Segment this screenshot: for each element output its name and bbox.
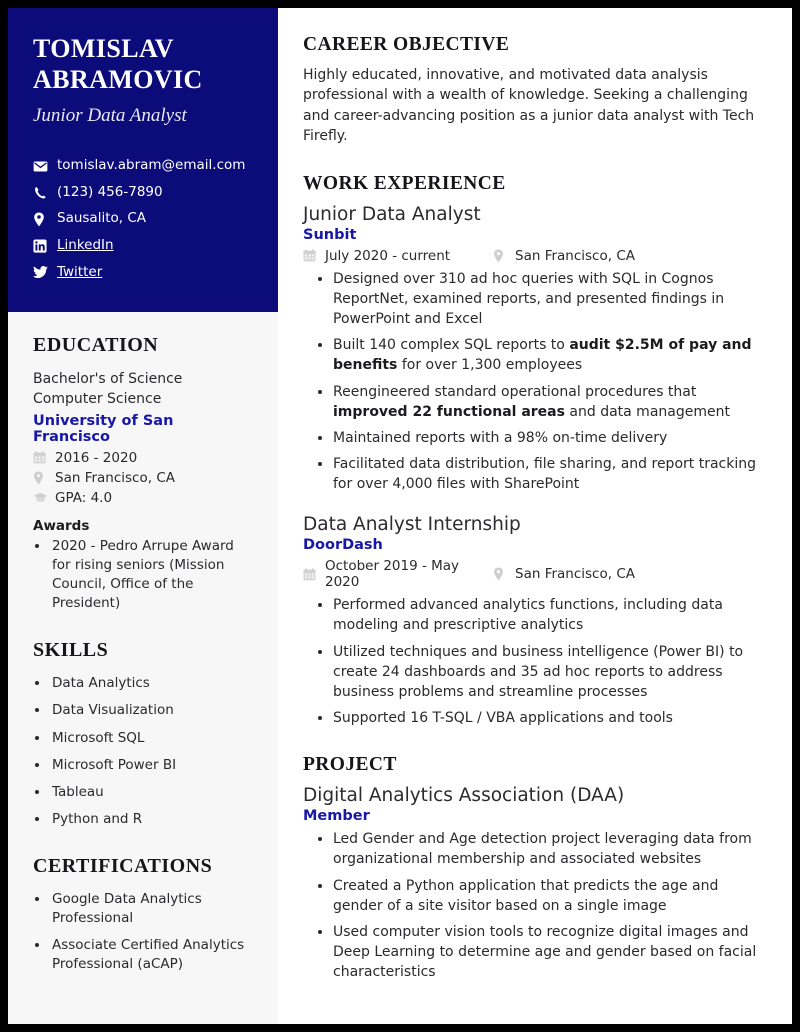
linkedin-icon [33, 239, 50, 253]
contact-linkedin-text[interactable]: LinkedIn [57, 236, 114, 253]
work-entry-location-wrap [493, 566, 635, 582]
location-pin-icon [33, 471, 49, 485]
education-location-row [33, 470, 253, 486]
skills-list [33, 674, 253, 829]
certifications-section [33, 855, 253, 974]
contact-twitter[interactable] [33, 264, 253, 282]
list-item: • Led Gender and Age detection project leveraging data from organizational membership and associated websites [333, 829, 767, 869]
list-item: • Reengineered standard operational procedures that improved 22 functional areas and data management [333, 382, 767, 422]
work-entry-dates-wrap [303, 248, 493, 264]
work-entry-dates-wrap [303, 558, 493, 590]
calendar-icon [303, 249, 319, 262]
list-item: • Used computer vision tools to recognize digital images and Deep Learning to determine age and gender based on facial characteristics [333, 922, 767, 982]
education-heading: EDUCATION [33, 334, 159, 357]
work-entry-title: Data Analyst Internship [303, 514, 521, 536]
certifications-list [33, 890, 253, 974]
list-item: • Built 140 complex SQL reports to audit $2.5M of pay and benefits for over 1,300 employees [333, 335, 767, 375]
work-entry [303, 204, 767, 495]
education-location: San Francisco, CA [55, 469, 175, 486]
calendar-icon [33, 451, 49, 464]
contact-location-text: Sausalito, CA [57, 210, 147, 227]
skills-section [33, 639, 253, 829]
work-entry-company: DoorDash [303, 537, 383, 554]
candidate-job-title: Junior Data Analyst [33, 105, 187, 127]
twitter-icon [33, 266, 50, 279]
location-pin-icon [493, 567, 509, 581]
list-item: • Maintained reports with a 98% on-time delivery [333, 428, 767, 448]
contact-linkedin[interactable] [33, 237, 253, 255]
list-item: • Created a Python application that predicts the age and gender of a site visitor based on a single image [333, 876, 767, 916]
list-item: • Tableau [50, 783, 253, 802]
work-entry-location: San Francisco, CA [515, 247, 635, 264]
awards-list [33, 537, 253, 614]
contact-phone[interactable] [33, 184, 253, 202]
work-entry-title: Junior Data Analyst [303, 203, 481, 225]
education-gpa-row [33, 490, 253, 506]
education-gpa: GPA: 4.0 [55, 489, 113, 506]
sidebar [8, 8, 278, 1024]
work-entry-dates: October 2019 - May 2020 [325, 558, 460, 591]
list-item: • Utilized techniques and business intelligence (Power BI) to create 24 dashboards and 35 ad hoc reports to address business problems and streamline processes [333, 642, 767, 702]
list-item: • Performed advanced analytics functions, including data modeling and prescriptive analytics [333, 595, 767, 635]
work-entry-meta [303, 558, 767, 590]
education-degree-line1: Bachelor's of Science [33, 371, 183, 388]
calendar-icon [303, 568, 319, 581]
contact-location [33, 210, 253, 228]
contact-phone-text: (123) 456-7890 [57, 183, 163, 200]
list-item: • Associate Certified Analytics Professional (aCAP) [50, 936, 253, 974]
work-entry-meta [303, 248, 767, 264]
career-objective-section [303, 34, 767, 147]
work-entry-bullets [303, 269, 767, 495]
project-entry-title: Digital Analytics Association (DAA) [303, 785, 625, 807]
list-item: • Data Visualization [50, 701, 253, 720]
envelope-icon [33, 161, 50, 172]
list-item: • Facilitated data distribution, file sharing, and report tracking for over 4,000 files with SharePoint [333, 454, 767, 494]
contact-email-text: tomislav.abram@email.com [57, 157, 246, 174]
education-dates-row [33, 450, 253, 466]
contact-twitter-text[interactable]: Twitter [57, 263, 103, 280]
project-heading: PROJECT [303, 754, 397, 776]
project-entry [303, 785, 767, 982]
career-objective-heading: CAREER OBJECTIVE [303, 34, 510, 55]
resume-document [8, 8, 792, 1024]
location-pin-icon [493, 249, 509, 263]
career-objective-text: Highly educated, innovative, and motivated data analysis professional with a wealth of knowledge. Seeking a challenging and career-advancing position as a junior data analyst with Tech Firefly. [303, 67, 755, 145]
sidebar-body [8, 312, 278, 1010]
work-entry-company: Sunbit [303, 226, 357, 243]
project-entry-bullets [303, 829, 767, 982]
awards-label: Awards [33, 517, 90, 534]
location-pin-icon [33, 212, 50, 227]
work-entry-location: San Francisco, CA [515, 566, 635, 583]
phone-icon [33, 186, 50, 200]
sidebar-header [8, 8, 278, 312]
list-item: • Microsoft SQL [50, 729, 253, 748]
work-entry-location-wrap [493, 248, 635, 264]
work-entry-bullets [303, 595, 767, 728]
graduation-cap-icon [33, 492, 49, 503]
contact-email[interactable] [33, 157, 253, 175]
education-section [33, 334, 253, 613]
candidate-name: TOMISLAV ABRAMOVIC [33, 34, 203, 94]
project-entry-role: Member [303, 808, 370, 825]
education-school: University of San Francisco [33, 412, 174, 445]
list-item: • Google Data Analytics Professional [50, 890, 253, 928]
list-item: • Microsoft Power BI [50, 756, 253, 775]
certifications-heading: CERTIFICATIONS [33, 855, 213, 878]
main-column [278, 8, 792, 1024]
project-section [303, 754, 767, 982]
contact-list [33, 157, 253, 281]
education-degree-line2: Computer Science [33, 391, 162, 408]
list-item: • Designed over 310 ad hoc queries with SQL in Cognos ReportNet, examined reports, and presented findings in PowerPoint and Excel [333, 269, 767, 329]
list-item: • Supported 16 T-SQL / VBA applications and tools [333, 708, 767, 728]
work-entry [303, 514, 767, 728]
work-experience-section [303, 173, 767, 729]
work-experience-heading: WORK EXPERIENCE [303, 172, 506, 194]
skills-heading: SKILLS [33, 639, 109, 662]
list-item: • Data Analytics [50, 674, 253, 693]
list-item: • Python and R [50, 810, 253, 829]
education-dates: 2016 - 2020 [55, 449, 138, 466]
list-item: • 2020 - Pedro Arrupe Award for rising seniors (Mission Council, Office of the President) [50, 537, 253, 614]
work-entry-dates: July 2020 - current [325, 247, 451, 264]
